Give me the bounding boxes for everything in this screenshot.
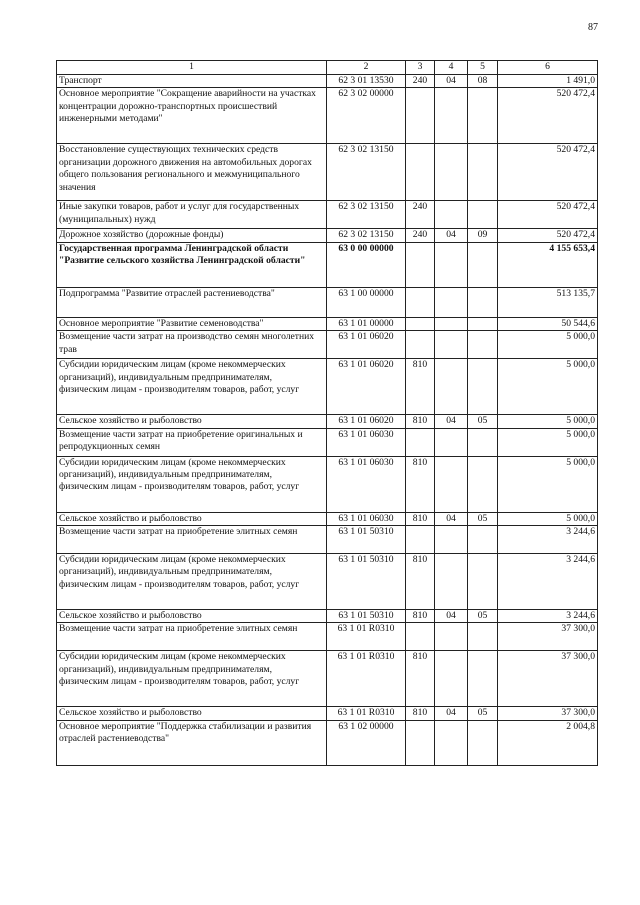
table-row <box>57 526 598 554</box>
budget-table <box>56 60 598 766</box>
row-name-cell: Субсидии юридическим лицам (кроме некоммерческих организаций), индивидуальным предпринимателям, физическим лицам - производителям товаров, работ, услуг <box>57 456 327 512</box>
row-rz-cell <box>435 88 468 144</box>
row-sum-cell: 5 000,0 <box>498 359 598 415</box>
row-name-cell: Восстановление существующих технических средств организации дорожного движения на автомобильных дорогах общего пользования регионального и межмуниципального значения <box>57 144 327 201</box>
row-vr-cell: 810 <box>406 359 435 415</box>
row-rz-cell <box>435 623 468 651</box>
row-rz-cell <box>435 554 468 610</box>
row-code-cell: 62 3 02 13150 <box>327 229 406 242</box>
row-name-cell: Сельское хозяйство и рыболовство <box>57 707 327 720</box>
row-sum-cell: 5 000,0 <box>498 428 598 456</box>
row-sum-cell: 520 472,4 <box>498 88 598 144</box>
row-code-cell: 63 1 01 06020 <box>327 359 406 415</box>
row-pr-cell <box>468 242 498 287</box>
table-row <box>57 456 598 512</box>
row-pr-cell: 08 <box>468 75 498 88</box>
row-rz-cell: 04 <box>435 512 468 525</box>
row-rz-cell: 04 <box>435 229 468 242</box>
row-code-cell: 63 1 01 06020 <box>327 415 406 428</box>
row-sum-cell: 37 300,0 <box>498 707 598 720</box>
row-name-cell: Основное мероприятие "Сокращение аварийности на участках концентрации дорожно-транспортных происшествий инженерными методами" <box>57 88 327 144</box>
row-pr-cell <box>468 317 498 330</box>
row-vr-cell <box>406 317 435 330</box>
row-vr-cell: 240 <box>406 201 435 229</box>
row-name-cell: Субсидии юридическим лицам (кроме некоммерческих организаций), индивидуальным предпринимателям, физическим лицам - производителям товаров, работ, услуг <box>57 651 327 707</box>
row-pr-cell <box>468 428 498 456</box>
row-rz-cell <box>435 287 468 317</box>
row-vr-cell: 240 <box>406 75 435 88</box>
row-sum-cell: 520 472,4 <box>498 229 598 242</box>
row-rz-cell: 04 <box>435 415 468 428</box>
row-rz-cell <box>435 201 468 229</box>
row-sum-cell: 5 000,0 <box>498 456 598 512</box>
row-sum-cell: 5 000,0 <box>498 415 598 428</box>
row-sum-cell: 37 300,0 <box>498 623 598 651</box>
row-rz-cell <box>435 720 468 765</box>
row-code-cell: 63 1 00 00000 <box>327 287 406 317</box>
row-rz-cell <box>435 144 468 201</box>
table-row <box>57 554 598 610</box>
row-name-cell: Сельское хозяйство и рыболовство <box>57 415 327 428</box>
header-col-1: 1 <box>57 61 327 75</box>
row-vr-cell <box>406 623 435 651</box>
row-pr-cell <box>468 623 498 651</box>
row-sum-cell: 1 491,0 <box>498 75 598 88</box>
row-pr-cell <box>468 651 498 707</box>
table-row <box>57 242 598 287</box>
table-row <box>57 144 598 201</box>
row-sum-cell: 4 155 653,4 <box>498 242 598 287</box>
header-col-3: 3 <box>406 61 435 75</box>
table-row <box>57 201 598 229</box>
table-row <box>57 229 598 242</box>
row-pr-cell <box>468 88 498 144</box>
row-sum-cell: 5 000,0 <box>498 512 598 525</box>
table-row <box>57 287 598 317</box>
row-code-cell: 63 1 02 00000 <box>327 720 406 765</box>
row-vr-cell <box>406 242 435 287</box>
table-row <box>57 623 598 651</box>
row-rz-cell <box>435 651 468 707</box>
row-pr-cell <box>468 720 498 765</box>
table-row <box>57 331 598 359</box>
row-pr-cell <box>468 331 498 359</box>
row-name-cell: Транспорт <box>57 75 327 88</box>
row-vr-cell <box>406 720 435 765</box>
row-code-cell: 63 1 01 06030 <box>327 456 406 512</box>
row-pr-cell <box>468 456 498 512</box>
row-sum-cell: 50 544,6 <box>498 317 598 330</box>
table-row <box>57 415 598 428</box>
row-rz-cell <box>435 526 468 554</box>
row-vr-cell <box>406 331 435 359</box>
table-row <box>57 512 598 525</box>
row-pr-cell: 05 <box>468 610 498 623</box>
row-code-cell: 63 1 01 06030 <box>327 512 406 525</box>
row-rz-cell <box>435 317 468 330</box>
row-vr-cell: 240 <box>406 229 435 242</box>
row-name-cell: Возмещение части затрат на приобретение оригинальных и репродукционных семян <box>57 428 327 456</box>
row-code-cell: 63 0 00 00000 <box>327 242 406 287</box>
table-row <box>57 651 598 707</box>
row-name-cell: Возмещение части затрат на производство семян многолетних трав <box>57 331 327 359</box>
table-row <box>57 610 598 623</box>
row-sum-cell: 3 244,6 <box>498 526 598 554</box>
row-rz-cell <box>435 428 468 456</box>
row-sum-cell: 5 000,0 <box>498 331 598 359</box>
row-code-cell: 63 1 01 R0310 <box>327 651 406 707</box>
row-vr-cell: 810 <box>406 415 435 428</box>
header-col-5: 5 <box>468 61 498 75</box>
row-name-cell: Основное мероприятие "Поддержка стабилизации и развития отраслей растениеводства" <box>57 720 327 765</box>
row-vr-cell: 810 <box>406 651 435 707</box>
row-code-cell: 63 1 01 00000 <box>327 317 406 330</box>
row-name-cell: Возмещение части затрат на приобретение элитных семян <box>57 526 327 554</box>
row-code-cell: 63 1 01 06030 <box>327 428 406 456</box>
row-sum-cell: 37 300,0 <box>498 651 598 707</box>
row-sum-cell: 3 244,6 <box>498 554 598 610</box>
row-name-cell: Сельское хозяйство и рыболовство <box>57 610 327 623</box>
row-sum-cell: 513 135,7 <box>498 287 598 317</box>
row-vr-cell: 810 <box>406 512 435 525</box>
row-name-cell: Возмещение части затрат на приобретение элитных семян <box>57 623 327 651</box>
row-rz-cell: 04 <box>435 707 468 720</box>
row-code-cell: 62 3 02 00000 <box>327 88 406 144</box>
row-name-cell: Иные закупки товаров, работ и услуг для государственных (муниципальных) нужд <box>57 201 327 229</box>
table-row <box>57 75 598 88</box>
row-vr-cell: 810 <box>406 554 435 610</box>
row-rz-cell <box>435 456 468 512</box>
row-pr-cell <box>468 287 498 317</box>
row-vr-cell <box>406 287 435 317</box>
row-code-cell: 63 1 01 06020 <box>327 331 406 359</box>
row-sum-cell: 520 472,4 <box>498 144 598 201</box>
row-rz-cell <box>435 331 468 359</box>
page-number: 87 <box>588 22 598 33</box>
row-vr-cell <box>406 144 435 201</box>
row-pr-cell <box>468 144 498 201</box>
row-vr-cell: 810 <box>406 456 435 512</box>
row-code-cell: 63 1 01 50310 <box>327 526 406 554</box>
row-vr-cell <box>406 526 435 554</box>
header-row <box>57 61 598 75</box>
row-vr-cell: 810 <box>406 610 435 623</box>
row-sum-cell: 3 244,6 <box>498 610 598 623</box>
row-pr-cell <box>468 359 498 415</box>
row-sum-cell: 2 004,8 <box>498 720 598 765</box>
table-row <box>57 707 598 720</box>
table-row <box>57 428 598 456</box>
header-col-6: 6 <box>498 61 598 75</box>
row-pr-cell: 05 <box>468 415 498 428</box>
row-code-cell: 62 3 02 13150 <box>327 144 406 201</box>
row-vr-cell <box>406 428 435 456</box>
row-code-cell: 62 3 02 13150 <box>327 201 406 229</box>
row-vr-cell <box>406 88 435 144</box>
row-name-cell: Основное мероприятие "Развитие семеноводства" <box>57 317 327 330</box>
row-name-cell: Дорожное хозяйство (дорожные фонды) <box>57 229 327 242</box>
table-row <box>57 720 598 765</box>
table-row <box>57 359 598 415</box>
row-name-cell: Субсидии юридическим лицам (кроме некоммерческих организаций), индивидуальным предпринимателям, физическим лицам - производителям товаров, работ, услуг <box>57 359 327 415</box>
row-pr-cell <box>468 526 498 554</box>
row-pr-cell: 09 <box>468 229 498 242</box>
row-rz-cell: 04 <box>435 75 468 88</box>
row-name-cell: Государственная программа Ленинградской области "Развитие сельского хозяйства Ленинградской области" <box>57 242 327 287</box>
table-row <box>57 88 598 144</box>
header-col-4: 4 <box>435 61 468 75</box>
row-code-cell: 63 1 01 R0310 <box>327 623 406 651</box>
row-rz-cell <box>435 359 468 415</box>
row-rz-cell <box>435 242 468 287</box>
row-name-cell: Подпрограмма "Развитие отраслей растениеводства" <box>57 287 327 317</box>
row-vr-cell: 810 <box>406 707 435 720</box>
row-pr-cell: 05 <box>468 512 498 525</box>
row-name-cell: Субсидии юридическим лицам (кроме некоммерческих организаций), индивидуальным предпринимателям, физическим лицам - производителям товаров, работ, услуг <box>57 554 327 610</box>
header-col-2: 2 <box>327 61 406 75</box>
row-pr-cell <box>468 554 498 610</box>
row-code-cell: 63 1 01 50310 <box>327 554 406 610</box>
row-rz-cell: 04 <box>435 610 468 623</box>
row-sum-cell: 520 472,4 <box>498 201 598 229</box>
row-pr-cell <box>468 201 498 229</box>
row-name-cell: Сельское хозяйство и рыболовство <box>57 512 327 525</box>
row-code-cell: 63 1 01 R0310 <box>327 707 406 720</box>
table-row <box>57 317 598 330</box>
row-code-cell: 63 1 01 50310 <box>327 610 406 623</box>
row-code-cell: 62 3 01 13530 <box>327 75 406 88</box>
row-pr-cell: 05 <box>468 707 498 720</box>
